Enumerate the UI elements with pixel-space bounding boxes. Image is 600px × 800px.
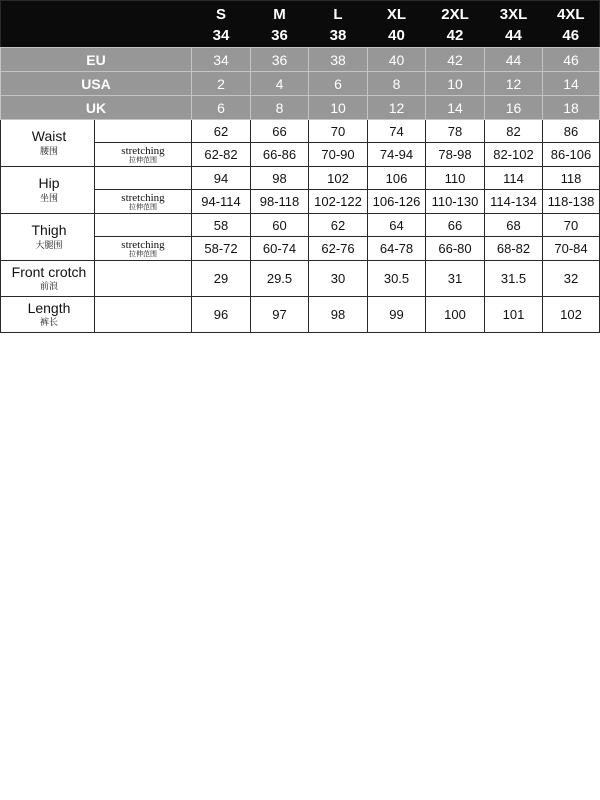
stretch-value: 64-78	[368, 237, 426, 261]
stretch-value: 66-86	[251, 143, 309, 167]
measurement-row	[1, 214, 600, 237]
stretch-value: 58-72	[192, 237, 251, 261]
measurement-label	[1, 214, 95, 261]
size-letter: M	[251, 1, 309, 24]
size-number: 36	[251, 23, 309, 48]
region-row	[1, 48, 600, 72]
stretch-value: 62-82	[192, 143, 251, 167]
measurement-value: 68	[485, 214, 543, 237]
size-table	[0, 0, 600, 333]
measurement-label	[1, 297, 95, 333]
stretch-label-en: stretching	[121, 144, 165, 157]
region-value: 12	[368, 96, 426, 120]
region-value: 18	[543, 96, 600, 120]
region-value: 10	[426, 72, 485, 96]
size-letter-row	[1, 1, 600, 24]
stretch-value: 82-102	[485, 143, 543, 167]
measurement-name: Hip	[38, 175, 60, 192]
stretch-label	[95, 143, 192, 167]
region-value: 34	[192, 48, 251, 72]
measurement-value: 58	[192, 214, 251, 237]
stretch-value: 118-138	[543, 190, 600, 214]
header-corner	[1, 1, 192, 24]
measurement-value: 31	[426, 261, 485, 297]
stretch-value: 74-94	[368, 143, 426, 167]
measurement-value: 70	[543, 214, 600, 237]
size-letter: S	[192, 1, 251, 24]
measurement-value: 96	[192, 297, 251, 333]
measurement-value: 98	[251, 167, 309, 190]
measurement-name-cn: 坐围	[39, 192, 58, 203]
region-value: 14	[543, 72, 600, 96]
size-number: 44	[485, 23, 543, 48]
stretch-label-cn: 拉伸范围	[129, 202, 157, 211]
region-value: 38	[309, 48, 368, 72]
stretch-value: 102-122	[309, 190, 368, 214]
region-label: UK	[1, 96, 192, 120]
size-number: 34	[192, 23, 251, 48]
measurement-value: 70	[309, 120, 368, 143]
size-number: 40	[368, 23, 426, 48]
measurement-value: 66	[251, 120, 309, 143]
stretch-value: 98-118	[251, 190, 309, 214]
stretch-label-en: stretching	[121, 238, 165, 251]
measurement-label	[1, 120, 95, 167]
measurement-value: 31.5	[485, 261, 543, 297]
measurement-value: 106	[368, 167, 426, 190]
stretch-label-en: stretching	[121, 191, 165, 204]
region-value: 44	[485, 48, 543, 72]
stretch-value: 70-84	[543, 237, 600, 261]
measurement-value: 30.5	[368, 261, 426, 297]
size-number: 46	[543, 23, 600, 48]
region-row	[1, 72, 600, 96]
blank-cell	[95, 214, 192, 237]
size-chart	[0, 0, 600, 342]
measurement-name: Front crotch	[11, 263, 87, 280]
measurement-value: 86	[543, 120, 600, 143]
stretch-value: 110-130	[426, 190, 485, 214]
measurement-value: 29	[192, 261, 251, 297]
size-letter: 4XL	[543, 1, 600, 24]
region-value: 8	[251, 96, 309, 120]
stretch-label	[95, 237, 192, 261]
measurement-name-cn: 裤长	[39, 317, 58, 328]
measurement-name-cn: 腰围	[39, 145, 58, 156]
measurement-value: 29.5	[251, 261, 309, 297]
measurement-value: 64	[368, 214, 426, 237]
measurement-value: 78	[426, 120, 485, 143]
measurement-value: 94	[192, 167, 251, 190]
size-number-row	[1, 23, 600, 48]
size-number: 42	[426, 23, 485, 48]
measurement-value: 30	[309, 261, 368, 297]
size-letter: 3XL	[485, 1, 543, 24]
region-value: 2	[192, 72, 251, 96]
measurement-label	[1, 167, 95, 214]
blank-cell	[95, 261, 192, 297]
measurement-value: 101	[485, 297, 543, 333]
region-value: 40	[368, 48, 426, 72]
measurement-value: 74	[368, 120, 426, 143]
stretch-label-cn: 拉伸范围	[129, 155, 157, 164]
measurement-row	[1, 261, 600, 297]
size-letter: 2XL	[426, 1, 485, 24]
measurement-value: 62	[309, 214, 368, 237]
stretch-value: 60-74	[251, 237, 309, 261]
measurement-name: Thigh	[31, 222, 67, 239]
measurement-value: 97	[251, 297, 309, 333]
measurement-value: 114	[485, 167, 543, 190]
region-value: 12	[485, 72, 543, 96]
stretch-label	[95, 190, 192, 214]
region-value: 4	[251, 72, 309, 96]
size-number: 38	[309, 23, 368, 48]
region-value: 42	[426, 48, 485, 72]
measurement-name-cn: 前浪	[39, 281, 58, 292]
stretch-value: 86-106	[543, 143, 600, 167]
measurement-value: 102	[309, 167, 368, 190]
blank-cell	[95, 120, 192, 143]
measurement-value: 100	[426, 297, 485, 333]
size-letter: XL	[368, 1, 426, 24]
measurement-value: 66	[426, 214, 485, 237]
measurement-name: Length	[27, 299, 71, 316]
measurement-name: Waist	[31, 128, 67, 145]
region-row	[1, 96, 600, 120]
region-label: USA	[1, 72, 192, 96]
stretch-value: 68-82	[485, 237, 543, 261]
header-corner	[1, 23, 192, 48]
region-value: 16	[485, 96, 543, 120]
measurement-label	[1, 261, 95, 297]
measurement-row	[1, 297, 600, 333]
measurement-value: 102	[543, 297, 600, 333]
measurement-value: 98	[309, 297, 368, 333]
region-value: 36	[251, 48, 309, 72]
region-value: 10	[309, 96, 368, 120]
blank-cell	[95, 167, 192, 190]
measurement-row	[1, 120, 600, 143]
measurement-value: 118	[543, 167, 600, 190]
measurement-value: 82	[485, 120, 543, 143]
stretch-value: 114-134	[485, 190, 543, 214]
measurement-value: 99	[368, 297, 426, 333]
measurement-row	[1, 167, 600, 190]
region-value: 14	[426, 96, 485, 120]
region-value: 6	[309, 72, 368, 96]
measurement-value: 110	[426, 167, 485, 190]
stretch-value: 106-126	[368, 190, 426, 214]
stretch-value: 94-114	[192, 190, 251, 214]
stretch-label-cn: 拉伸范围	[129, 249, 157, 258]
measurement-name-cn: 大腿围	[35, 239, 63, 250]
region-value: 6	[192, 96, 251, 120]
measurement-value: 60	[251, 214, 309, 237]
size-letter: L	[309, 1, 368, 24]
region-value: 46	[543, 48, 600, 72]
region-value: 8	[368, 72, 426, 96]
measurement-value: 62	[192, 120, 251, 143]
stretch-value: 62-76	[309, 237, 368, 261]
stretch-value: 70-90	[309, 143, 368, 167]
stretch-value: 78-98	[426, 143, 485, 167]
measurement-value: 32	[543, 261, 600, 297]
stretch-value: 66-80	[426, 237, 485, 261]
blank-cell	[95, 297, 192, 333]
region-label: EU	[1, 48, 192, 72]
